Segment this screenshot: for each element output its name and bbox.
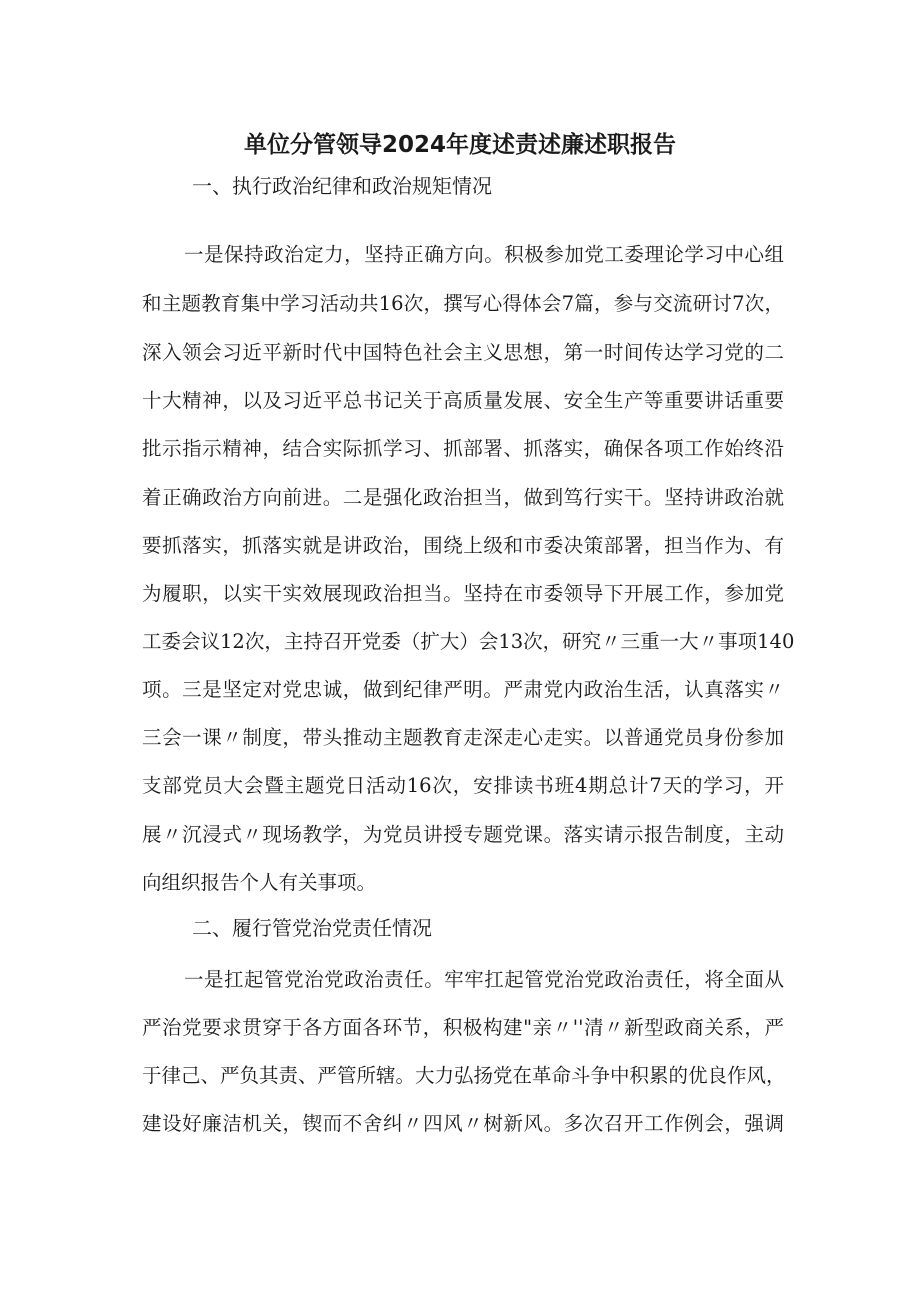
paragraph-line: 要抓落实，抓落实就是讲政治，围绕上级和市委决策部署，担当作为、有 bbox=[142, 534, 784, 557]
paragraph-line: 和主题教育集中学习活动共16次，撰写心得体会7篇，参与交流研讨7次， bbox=[142, 292, 784, 315]
paragraph-line: 为履职，以实干实效展现政治担当。坚持在市委领导下开展工作，参加党 bbox=[142, 582, 784, 605]
paragraph-line: 向组织报告个人有关事项。 bbox=[142, 871, 377, 894]
document-title: 单位分管领导2024年度述责述廉述职报告 bbox=[243, 132, 676, 158]
section-heading: 一、执行政治纪律和政治规矩情况 bbox=[192, 174, 492, 198]
paragraph-line: 三会一课〃制度，带头推动主题教育走深走心走实。以普通党员身份参加 bbox=[142, 726, 784, 749]
paragraph-line: 一是扛起管党治党政治责任。牢牢扛起管党治党政治责任，将全面从 bbox=[184, 968, 784, 991]
paragraph-line: 着正确政治方向前进。二是强化政治担当，做到笃行实干。坚持讲政治就 bbox=[142, 486, 784, 509]
paragraph-line: 支部党员大会暨主题党日活动16次，安排读书班4期总计7天的学习，开 bbox=[142, 774, 784, 797]
paragraph-line: 展〃沉浸式〃现场教学，为党员讲授专题党课。落实请示报告制度，主动 bbox=[142, 823, 784, 846]
paragraph-line: 十大精神，以及习近平总书记关于高质量发展、安全生产等重要讲话重要 bbox=[142, 389, 784, 412]
paragraph-line: 于律己、严负其责、严管所辖。大力弘扬党在革命斗争中积累的优良作风， bbox=[142, 1064, 786, 1087]
section-heading: 二、履行管党治党责任情况 bbox=[192, 916, 432, 940]
paragraph-line: 建设好廉洁机关，锲而不舍纠〃四风〃树新风。多次召开工作例会，强调 bbox=[142, 1112, 784, 1135]
paragraph-line: 深入领会习近平新时代中国特色社会主义思想，第一时间传达学习党的二 bbox=[142, 341, 784, 364]
paragraph-line: 项。三是坚定对党忠诚，做到纪律严明。严肃党内政治生活，认真落实〃 bbox=[142, 678, 784, 701]
paragraph-line: 一是保持政治定力，坚持正确方向。积极参加党工委理论学习中心组 bbox=[184, 243, 784, 266]
paragraph-line: 严治党要求贯穿于各方面各环节，积极构建"亲〃''清〃新型政商关系，严 bbox=[142, 1016, 784, 1039]
paragraph-line: 工委会议12次，主持召开党委（扩大）会13次，研究〃三重一大〃事项140 bbox=[142, 630, 795, 653]
paragraph-line: 批示指示精神，结合实际抓学习、抓部署、抓落实，确保各项工作始终沿 bbox=[142, 437, 784, 460]
